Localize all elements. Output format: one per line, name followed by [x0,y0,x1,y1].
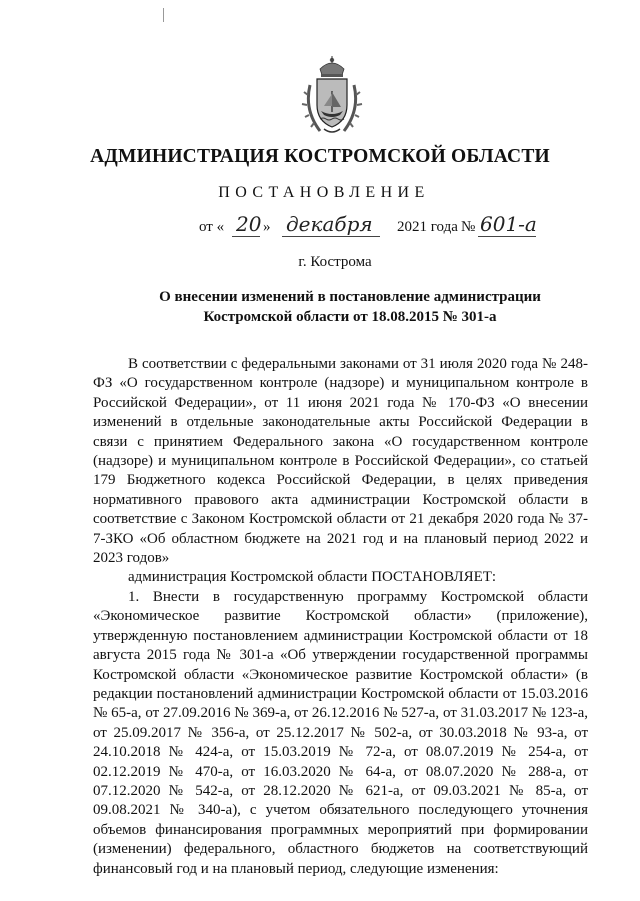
document-body [93,355,588,879]
document-number: 601-а [480,212,537,236]
document-heading [150,287,550,327]
date-year: 2021 года [397,219,458,235]
day-underline [232,236,260,237]
date-month: декабря [286,212,373,236]
number-sign: № [461,219,476,235]
date-day: 20 [236,212,262,236]
heading-line-2: Костромской области от 18.08.2015 № 301-а [203,309,497,325]
date-line [0,214,640,244]
preamble-paragraph: В соответствии с федеральными законами от 31 июля 2020 года № 248-ФЗ «О государственном контроле (надзоре) и муниципальном контроле в Российской Федерации», от 11 июня 2021 года № 170-ФЗ «О внесении изменений в отдельные законодательные акты Российской Федерации в связи с принятием Федерального закона «О государственном контроле (надзоре) и муниципальном контроле в Российской Федерации», со статьей 179 Бюджетного кодекса Российской Федерации, в целях приведения нормативного правового акта администрации Костромской области в соответствие с Законом Костромской области от 21 декабря 2020 года № 37-7-ЗКО «Об областном бюджете на 2021 год и на плановый период 2022 и 2023 годов» [93,356,588,567]
organization-title: АДМИНИСТРАЦИЯ КОСТРОМСКОЙ ОБЛАСТИ [90,146,550,167]
item-1-paragraph: 1. Внести в государственную программу Костромской области «Экономическое развитие Костромской области» (приложение), утвержденную постановлением администрации Костромской области от 18 августа 2015 года № 301-а «Об утверждении государственной программы Костромской области «Экономическое развитие Костромской области» (в редакции постановлений администрации Костромской области от 15.03.2016 № 65-а, от 27.09.2016 № 369-а, от 26.12.2016 № 527-а, от 31.03.2017 № 123-а, от 25.09.2017 № 356-а, от 25.12.2017 № 502-а, от 30.03.2018 № 93-а, от 24.10.2018 № 424-а, от 15.03.2019 № 72-а, от 08.07.2019 № 254-а, от 02.12.2019 № 470-а, от 16.03.2020 № 64-а, от 08.07.2020 № 288-а, от 07.12.2020 № 542-а, от 28.12.2020 № 621-а, от 09.03.2021 № 85-а, от 09.08.2021 № 340-а), с учетом обязательного последующего уточнения объемов финансирования программных мероприятий при формировании (изменении) федерального, областного бюджетов на соответствующий финансовый год и на плановый период, следующие изменения: [93,588,588,877]
month-underline [282,236,380,237]
number-underline [478,236,536,237]
scan-mark [163,8,164,22]
document-type: ПОСТАНОВЛЕНИЕ [218,184,430,201]
coat-of-arms-icon [300,55,364,137]
city: г. Кострома [298,254,372,270]
date-from: от « [199,219,225,235]
date-close-quote: » [263,219,271,235]
resolution-paragraph: администрация Костромской области ПОСТАНОВЛЯЕТ: [128,569,497,586]
heading-line-1: О внесении изменений в постановление администрации [159,289,541,305]
